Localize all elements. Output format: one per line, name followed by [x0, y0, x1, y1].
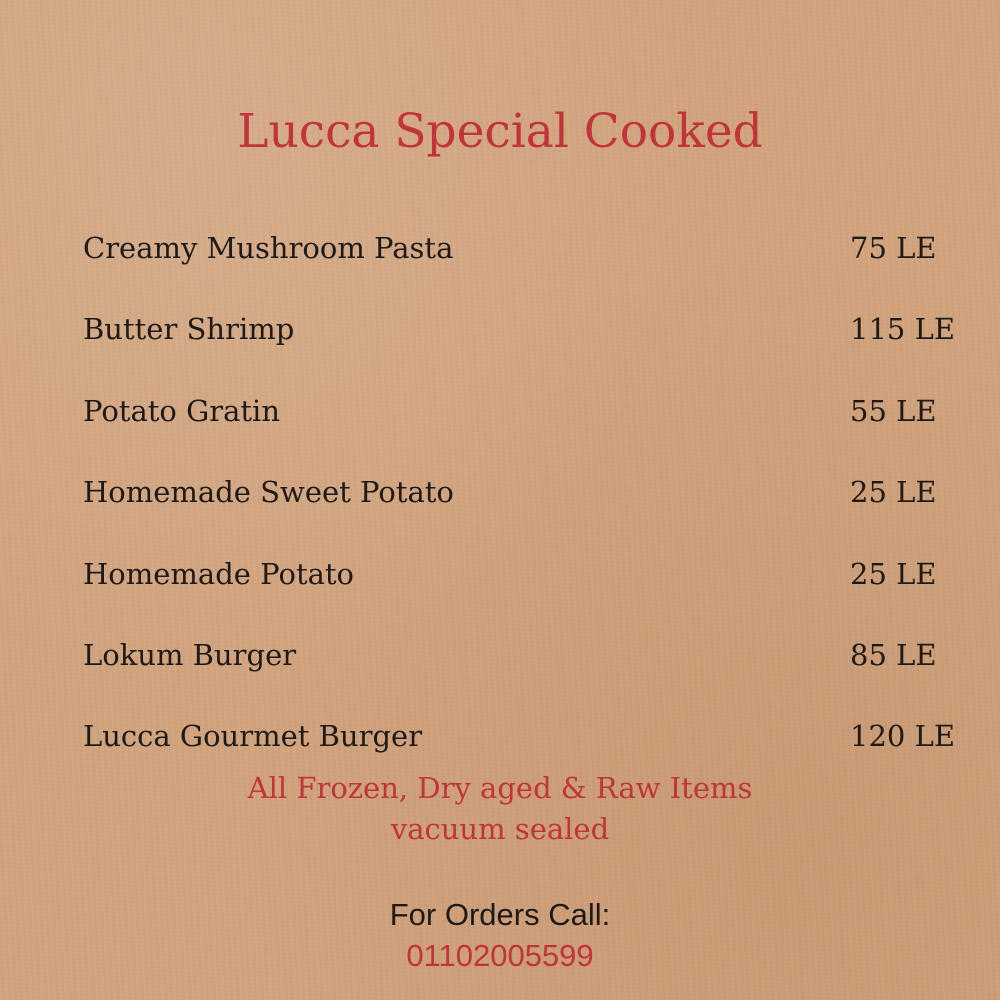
vacuum-sealed-note [0, 768, 1000, 850]
note-line-1: All Frozen, Dry aged & Raw Items [247, 771, 753, 805]
menu-item [83, 627, 953, 708]
menu-item [83, 220, 953, 301]
note-line-2: vacuum sealed [390, 812, 610, 846]
menu-item-name: Homemade Sweet Potato [83, 475, 454, 510]
menu-item-price: 25 LE [850, 556, 937, 591]
menu-item-price: 115 LE [850, 312, 955, 347]
menu-item-name: Creamy Mushroom Pasta [83, 231, 454, 265]
menu-item [83, 464, 953, 545]
menu-item-name: Lokum Burger [83, 637, 297, 672]
menu-item [83, 383, 953, 464]
menu-item [83, 301, 953, 382]
menu-item-price: 120 LE [850, 719, 955, 754]
menu-list [83, 220, 953, 790]
menu-item-name: Homemade Potato [83, 556, 354, 591]
menu-item-name: Butter Shrimp [83, 312, 295, 347]
orders-label: For Orders Call: [389, 897, 611, 932]
menu-item [83, 546, 953, 627]
orders-phone-number: 01102005599 [406, 938, 594, 973]
menu-item-name: Potato Gratin [83, 393, 280, 428]
menu-item-price: 55 LE [850, 393, 937, 428]
menu-item-name: Lucca Gourmet Burger [83, 719, 423, 754]
menu-item-price: 75 LE [850, 231, 937, 265]
menu-title: Lucca Special Cooked [237, 104, 763, 159]
menu-item-price: 85 LE [850, 637, 937, 672]
menu-item-price: 25 LE [850, 475, 937, 510]
